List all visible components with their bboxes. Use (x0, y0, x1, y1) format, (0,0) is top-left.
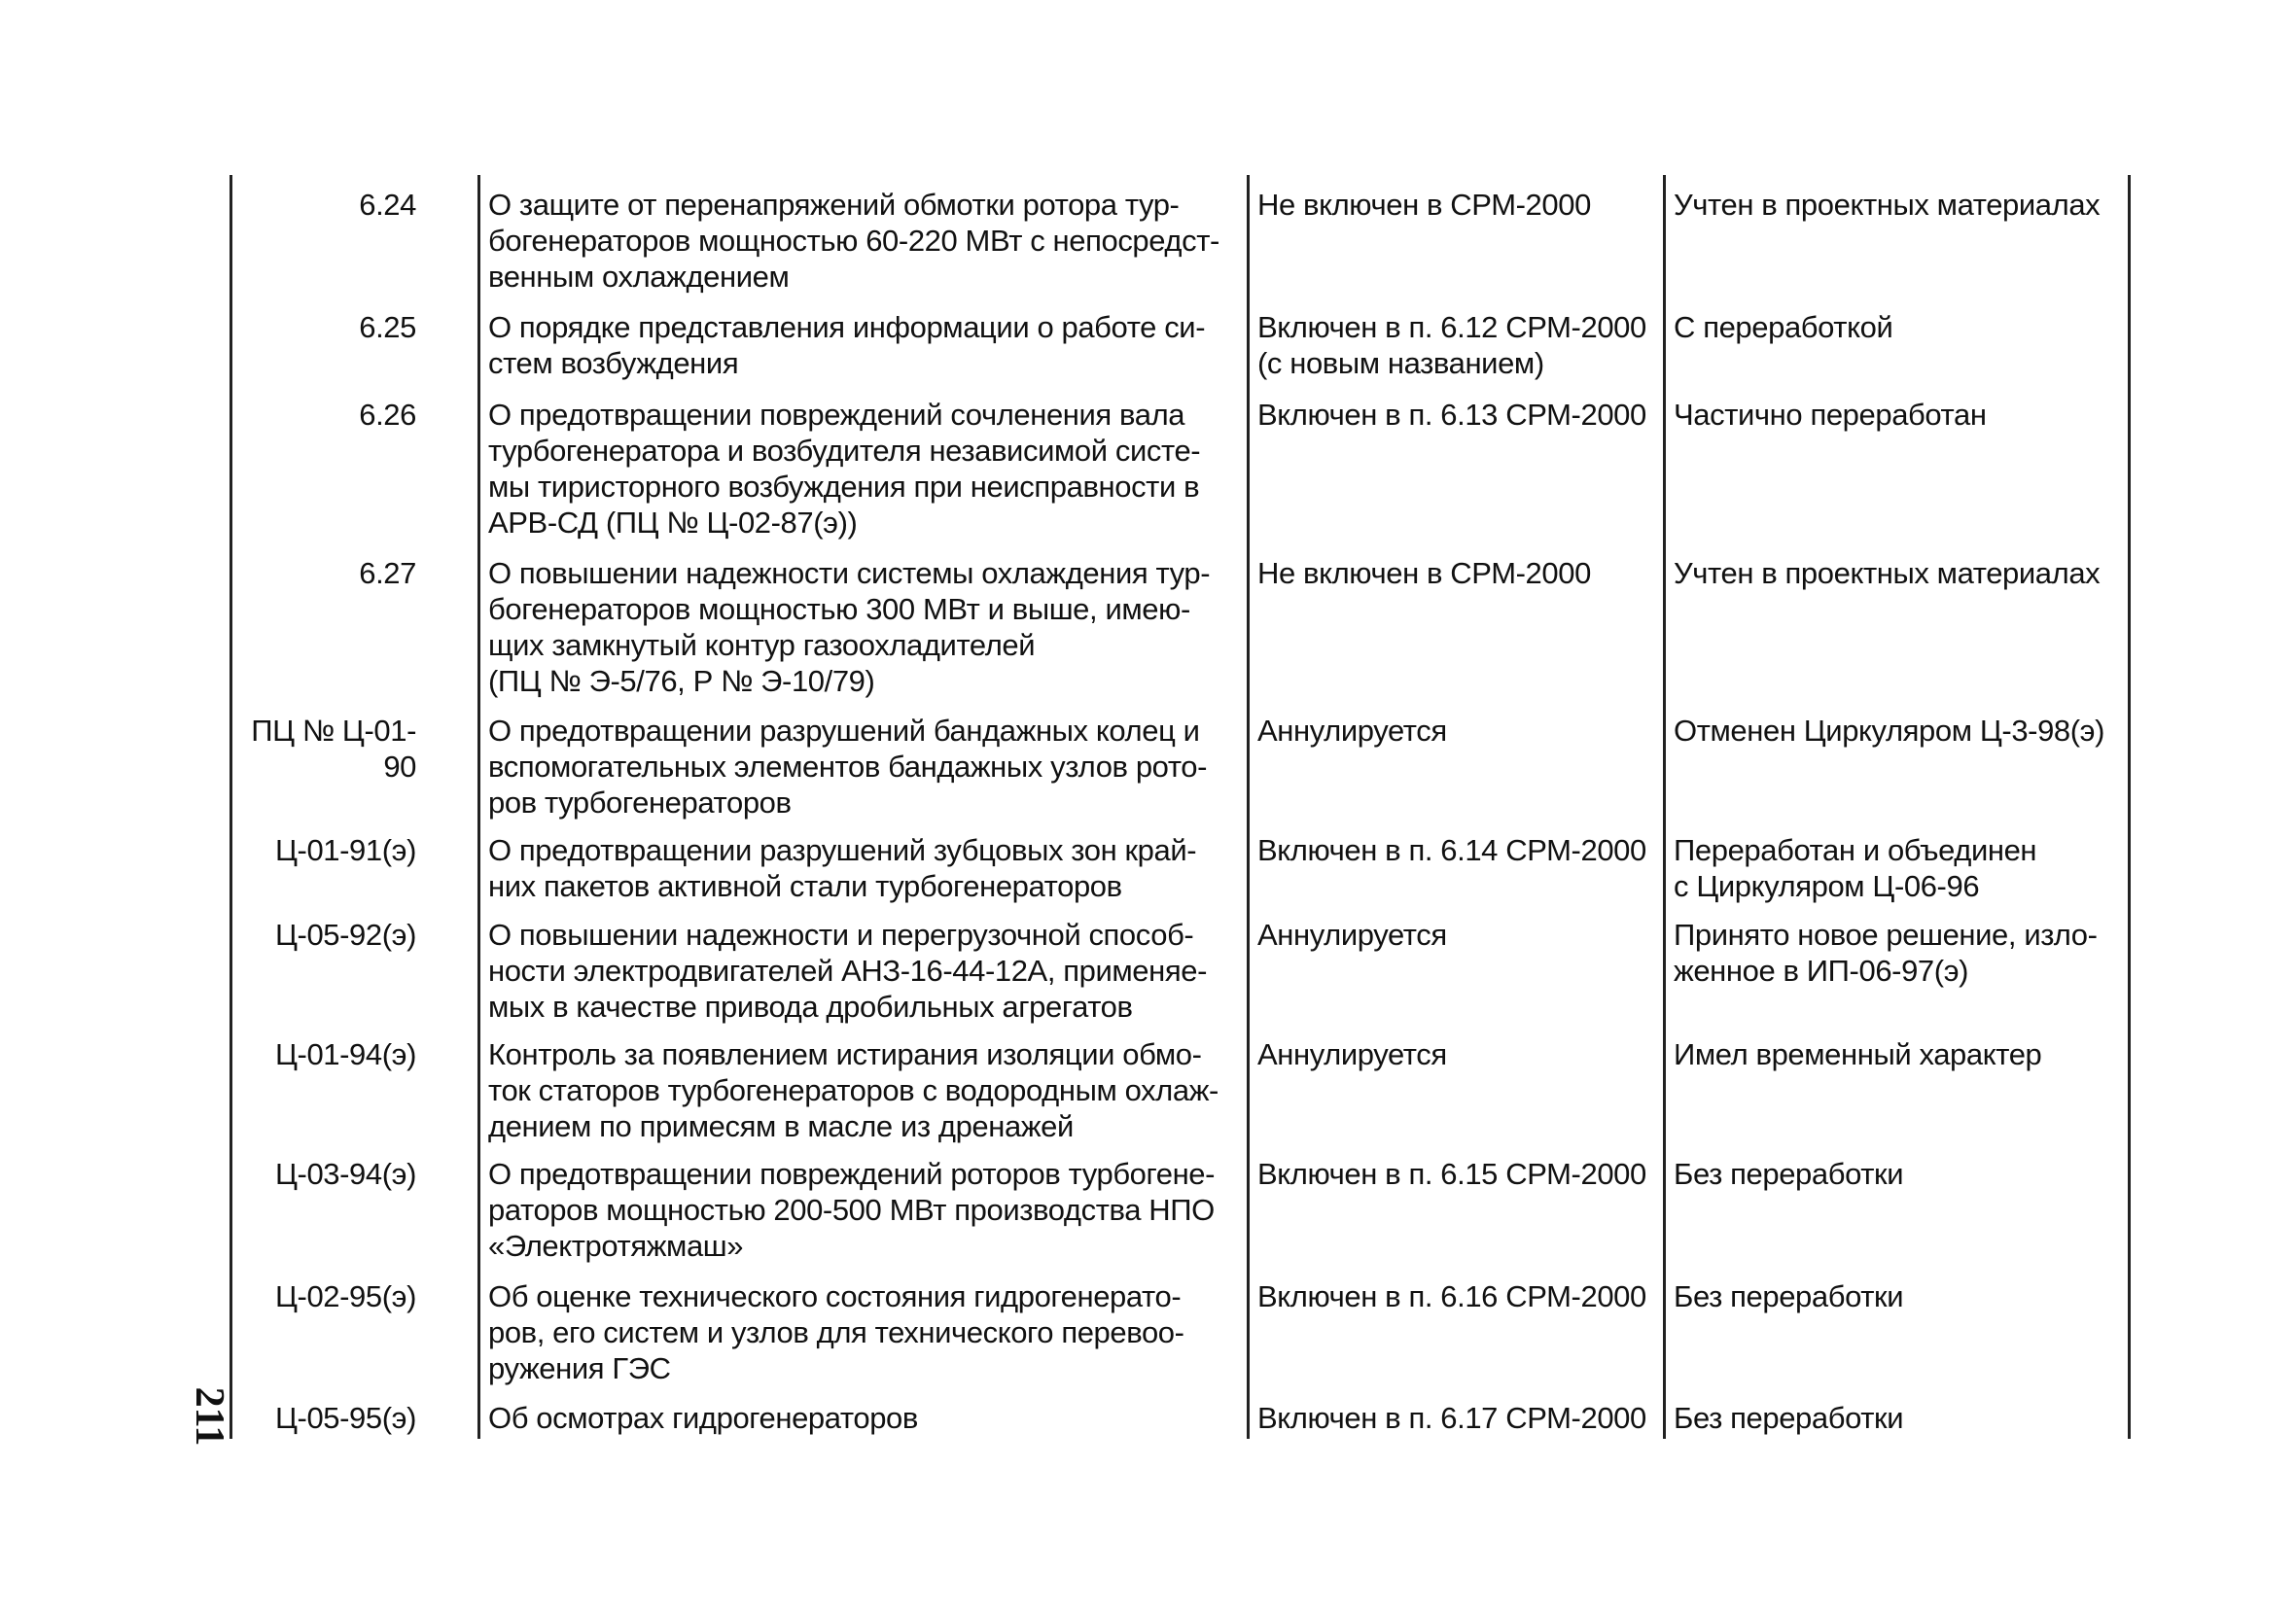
row-title: Контроль за появлением истирания изоляции обмо- ток статоров турбогенераторов с водородным охлаж- дением по примесям в масле из дренажей (488, 1037, 1219, 1143)
row-status: Не включен в СРМ-2000 (1257, 188, 1591, 222)
row-title: О защите от перенапряжений обмотки ротора тур- богенераторов мощностью 60-220 МВт с непосредст- венным охлаждением (488, 188, 1219, 294)
row-note: Отменен Циркуляром Ц-3-98(э) (1674, 714, 2105, 748)
row-status: Включен в п. 6.12 СРМ-2000 (с новым названием) (1257, 310, 1646, 380)
page-number: 211 (187, 1386, 231, 1447)
column-divider-status (1247, 175, 1250, 1439)
row-title: О порядке представления информации о работе си- стем возбуждения (488, 310, 1206, 380)
row-note: Принято новое решение, изло- женное в ИП-06-97(э) (1674, 918, 2098, 988)
column-divider-title (477, 175, 480, 1439)
row-status: Включен в п. 6.13 СРМ-2000 (1257, 398, 1646, 432)
row-number: 6.24 (359, 188, 416, 222)
row-note: Без переработки (1674, 1279, 1904, 1313)
row-status: Аннулируется (1257, 1037, 1447, 1071)
row-title: Об осмотрах гидрогенераторов (488, 1401, 918, 1435)
row-status: Аннулируется (1257, 714, 1447, 748)
circulars-table (230, 175, 2139, 1458)
row-title: Об оценке технического состояния гидрогенерато- ров, его систем и узлов для технического перевоо- ружения ГЭС (488, 1279, 1184, 1385)
row-number: ПЦ № Ц-01-90 (251, 714, 416, 784)
row-title: О повышении надежности и перегрузочной способ- ности электродвигателей АНЗ-16-44-12А, применяе- мых в качестве привода дробильных агрегатов (488, 918, 1208, 1024)
row-title: О предотвращении разрушений зубцовых зон край- них пакетов активной стали турбогенераторов (488, 833, 1197, 903)
row-note: Имел временный характер (1674, 1037, 2042, 1071)
row-number: Ц-01-91(э) (274, 833, 416, 867)
row-number: 6.26 (359, 398, 416, 432)
row-status: Включен в п. 6.14 СРМ-2000 (1257, 833, 1646, 867)
row-number: 6.27 (359, 556, 416, 590)
row-note: Без переработки (1674, 1157, 1904, 1191)
row-note: Без переработки (1674, 1401, 1904, 1435)
table-right-border (2128, 175, 2131, 1439)
row-title: О повышении надежности системы охлаждения тур- богенераторов мощностью 300 МВт и выше, имею- щих замкнутый контур газоохладителей (ПЦ № Э-5/76, Р № Э-10/79) (488, 556, 1211, 698)
row-status: Включен в п. 6.16 СРМ-2000 (1257, 1279, 1646, 1313)
row-number: 6.25 (359, 310, 416, 344)
row-title: О предотвращении повреждений сочленения вала турбогенератора и возбудителя независимой систе- мы тиристорного возбуждения при неисправности в АРВ-СД (ПЦ № Ц-02-87(э)) (488, 398, 1201, 540)
row-note: Переработан и объединен с Циркуляром Ц-06-96 (1674, 833, 2037, 903)
row-number: Ц-02-95(э) (274, 1279, 416, 1313)
row-number: Ц-03-94(э) (274, 1157, 416, 1191)
row-title: О предотвращении повреждений роторов турбогене- раторов мощностью 200-500 МВт производства НПО «Электротяжмаш» (488, 1157, 1216, 1263)
row-status: Включен в п. 6.17 СРМ-2000 (1257, 1401, 1646, 1435)
table-left-border (230, 175, 232, 1439)
row-number: Ц-05-95(э) (274, 1401, 416, 1435)
row-status: Не включен в СРМ-2000 (1257, 556, 1591, 590)
row-status: Включен в п. 6.15 СРМ-2000 (1257, 1157, 1646, 1191)
row-note: С переработкой (1674, 310, 1893, 344)
row-title: О предотвращении разрушений бандажных колец и вспомогательных элементов бандажных узлов рото- ров турбогенераторов (488, 714, 1208, 820)
row-note: Учтен в проектных материалах (1674, 188, 2101, 222)
row-note: Частично переработан (1674, 398, 1987, 432)
row-number: Ц-01-94(э) (274, 1037, 416, 1071)
row-note: Учтен в проектных материалах (1674, 556, 2101, 590)
row-status: Аннулируется (1257, 918, 1447, 952)
row-number: Ц-05-92(э) (274, 918, 416, 952)
